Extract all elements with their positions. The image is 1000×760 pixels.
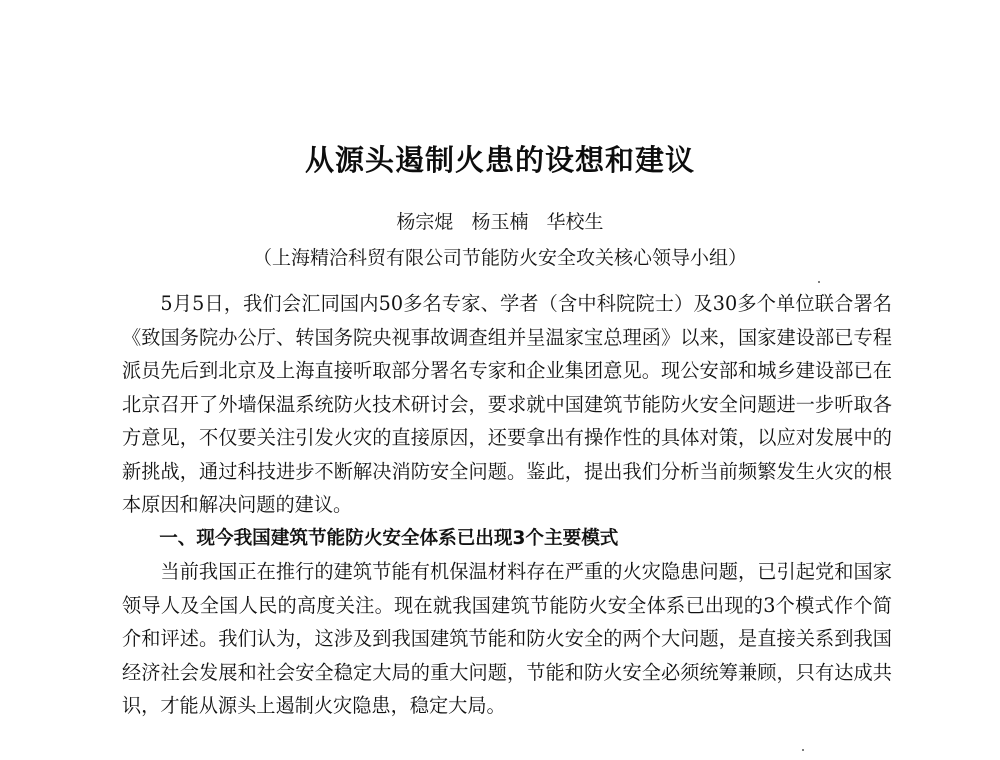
author-name: 杨玉楠	[471, 211, 529, 233]
body-paragraph: 当前我国正在推行的建筑节能有机保温材料存在严重的火灾隐患问题，已引起党和国家领导人及全国人民的高度关注。现在就我国建筑节能防火安全体系已出现的3个模式作个简介和评述。我们认为，这涉及到我国建筑节能和防火安全的两个大问题，是直接关系到我国经济社会发展和社会安全稳定大局的重大问题，节能和防火安全必须统筹兼顾，只有达成共识，才能从源头上遏制火灾隐患，稳定大局。	[122, 560, 892, 717]
author-affiliation: （上海精洽科贸有限公司节能防火安全攻关核心领导小组）	[252, 247, 747, 269]
scan-speck	[818, 281, 820, 283]
author-name: 杨宗焜	[396, 211, 454, 233]
section-heading: 一、现今我国建筑节能防火安全体系已出现3个主要模式	[159, 527, 619, 549]
body-paragraph: 5月5日，我们会汇同国内50多名专家、学者（含中科院院士）及30多个单位联合署名《致国务院办公厅、转国务院央视事故调查组并呈温家宝总理函》以来，国家建设部已专程派员先后到北京及上海直接听取部分署名专家和企业集团意见。现公安部和城乡建设部已在北京召开了外墙保温系统防火技术研讨会，要求就中国建筑节能防火安全问题进一步听取各方意见，不仅要关注引发火灾的直接原因，还要拿出有操作性的具体对策，以应对发展中的新挑战，通过科技进步不断解决消防安全问题。鉴此，提出我们分析当前频繁发生火灾的根本原因和解决问题的建议。	[122, 292, 892, 516]
document-title: 从源头遏制火患的设想和建议	[304, 143, 695, 177]
scan-speck	[802, 749, 804, 751]
body-text	[122, 287, 892, 723]
author-name: 华校生	[546, 211, 604, 233]
author-list	[0, 207, 1000, 234]
